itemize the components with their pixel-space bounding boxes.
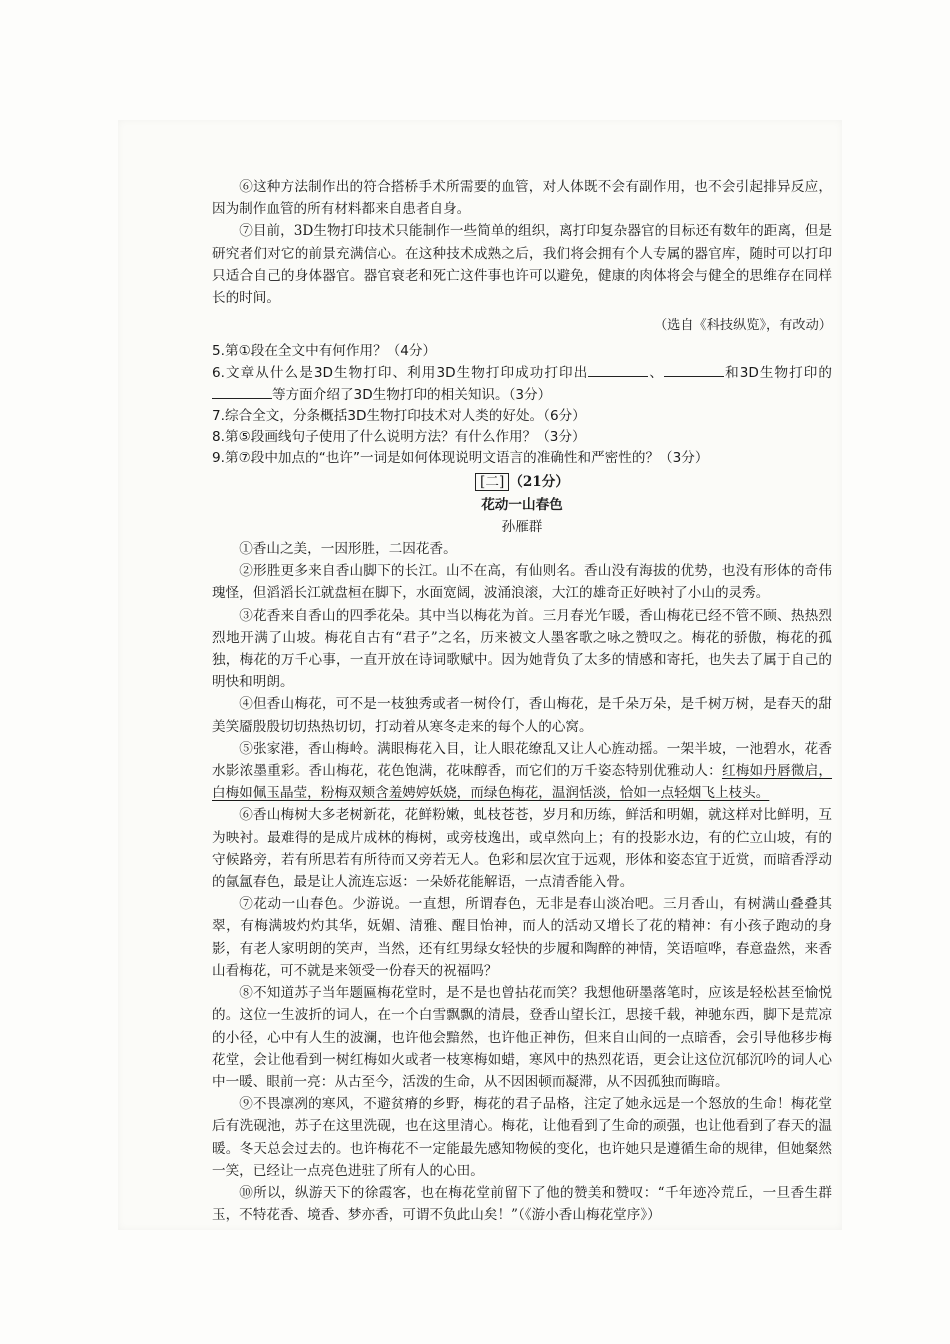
paragraph-6: ⑥这种方法制作出的符合搭桥手术所需要的血管，对人体既不会有副作用，也不会引起排异反应，因为制作血管的所有材料都来自患者自身。 (212, 179, 832, 218)
question-5: 5.第①段在全文中有何作用？（4分） (212, 343, 437, 360)
article-paragraph-1: ①香山之美，一因形胜，二因花香。 (239, 541, 457, 558)
question-6-part-a: 6.文章从什么是3D生物打印、利用3D生物打印成功打印出 (212, 365, 589, 382)
underlined-sentence: 红梅如丹唇微启，白梅如佩玉晶莹，粉梅双颊含羞娉婷妖娆，而绿色梅花，温润恬淡，恰如一点轻烟飞上枝头。 (212, 763, 833, 802)
article-paragraph-4: ④但香山梅花，可不是一枝独秀或者一树伶仃，香山梅花，是千朵万朵，是千树万树，是春天的甜美笑靥殷殷切切热热切切，打动着从寒冬走来的每个人的心窝。 (212, 696, 832, 735)
answer-blank-2[interactable] (664, 362, 724, 377)
article-paragraph-3: ③花香来自香山的四季花朵。其中当以梅花为首。三月春光乍暖，香山梅花已经不管不顾、热热烈烈地开满了山坡。梅花自古有“君子”之名，历来被文人墨客歌之咏之赞叹之。梅花的骄傲，梅花的孤独，梅花的万千心事，一直开放在诗词歌赋中。因为她背负了太多的情感和寄托，也失去了属于自己的明快和明朗。 (212, 607, 832, 691)
article-paragraph-2: ②形胜更多来自香山脚下的长江。山不在高，有仙则名。香山没有海拔的优势，也没有形体的奇伟瑰怪，但滔滔长江就盘桓在脚下，水面宽阔，波涌浪滚，大江的雄奇正好映衬了小山的灵秀。 (212, 563, 832, 602)
source-note: （选自《科技纵览》，有改动） (653, 318, 832, 334)
question-6-part-d: 等方面介绍了3D生物打印的相关知识。（3分） (272, 387, 552, 404)
article-paragraph-10: ⑩所以，纵游天下的徐霞客，也在梅花堂前留下了他的赞美和赞叹：“千年迹冷荒丘，一旦香生群玉，不特花香、境香、梦亦香，可谓不负此山矣！”（《游小香山梅花堂序》） (212, 1184, 832, 1224)
article-paragraph-5 (212, 738, 832, 805)
question-7: 7.综合全文，分条概括3D生物打印技术对人类的好处。（6分） (212, 408, 586, 425)
question-8: 8.第⑤段画线句子使用了什么说明方法？有什么作用？（3分） (212, 429, 586, 446)
question-6-part-b: 、 (648, 365, 665, 382)
answer-blank-3[interactable] (212, 384, 272, 399)
article-author: 孙雁群 (501, 518, 543, 535)
article-paragraph-6: ⑥香山梅树大多老树新花，花鲜粉嫩，虬枝苍苍，岁月和历练，鲜活和明媚，就这样对比鲜明，互为映衬。最难得的是成片成林的梅树，或旁枝逸出，或卓然向上；有的投影水边，有的伫立山坡，有的守候路旁，若有所思若有所待而又旁若无人。色彩和层次宜于远观，形体和姿态宜于近赏，而暗香浮动的氤氲春色，最是让人流连忘返：一朵娇花能解语，一点清香能入骨。 (212, 807, 832, 891)
paragraph-7: ⑦目前，3D生物打印技术只能制作一些简单的组织，离打印复杂器官的目标还有数年的距离，但是研究者们对它的前景充满信心。在这种技术成熟之后，我们将会拥有个人专属的器官库，随时可以打印只适合自己的身体器官。器官衰老和死亡这件事也许可以避免，健康的肉体将会与健全的思维存在同样长的时间。 (212, 223, 832, 307)
text-body (212, 176, 832, 1226)
article-paragraph-7: ⑦花动一山春色。少游说。一直想，所谓春色，无非是春山淡冶吧。三月香山，有树满山叠叠其翠，有梅满坡灼灼其华，妩媚、清雅、醒目怡神，而人的活动又增长了花的精神：有小孩子跑动的身影，有老人家明朗的笑声，当然，还有红男绿女轻快的步履和陶醉的神情，笑语喧哗，春意盎然，来香山看梅花，可不就是来领受一份春天的祝福吗？ (212, 896, 832, 979)
article-paragraph-9: ⑨不畏凛冽的寒风，不避贫瘠的乡野，梅花的君子品格，注定了她永远是一个怒放的生命！梅花堂后有洗砚池，苏子在这里洗砚，也在这里清心。梅花，让他看到了生命的顽强，也让他看到了春天的温暖。冬天总会过去的。也许梅花不一定能最先感知物候的变化，也许她只是遵循生命的规律，但她粲然一笑，已经让一点亮色进驻了所有人的心田。 (212, 1096, 832, 1179)
answer-blank-1[interactable] (588, 362, 648, 377)
section-heading (212, 471, 832, 493)
paragraph-5-text: ⑤张家港，香山梅岭。满眼梅花入目，让人眼花缭乱又让人心旌动摇。一架半坡，一池碧水，花香水影浓墨重彩。香山梅花，花色饱满，花味醇香，而它们的万千姿态特别优雅动人： (212, 740, 832, 780)
question-9: 9.第⑦段中加点的“也许”一词是如何体现说明文语言的准确性和严密性的？（3分） (212, 450, 709, 467)
article-title: 花动一山春色 (481, 496, 563, 513)
article-paragraph-8: ⑧不知道苏子当年题匾梅花堂时，是不是也曾拈花而笑？我想他研墨落笔时，应该是轻松甚至愉悦的。这位一生波折的词人，在一个白雪飘飘的清晨，登香山望长江，思接千载，神驰东西，脚下是荒凉的小径，心中有人生的波澜，也许他会黯然，也许他正神伤，但来自山间的一点暗香，会引导他移步梅花堂，会让他看到一树红梅如火或者一枝寒梅如蜡，寒风中的热烈花语，更会让这位沉郁沉吟的词人心中一暖、眼前一亮：从古至今，活泼的生命，从不因困顿而凝滞，从不因孤独而晦暗。 (212, 985, 832, 1090)
section-score: （21分） (509, 474, 569, 491)
question-6 (212, 362, 832, 406)
question-6-part-c: 和3D生物打印的 (724, 365, 833, 382)
section-label: [二] (475, 473, 509, 491)
